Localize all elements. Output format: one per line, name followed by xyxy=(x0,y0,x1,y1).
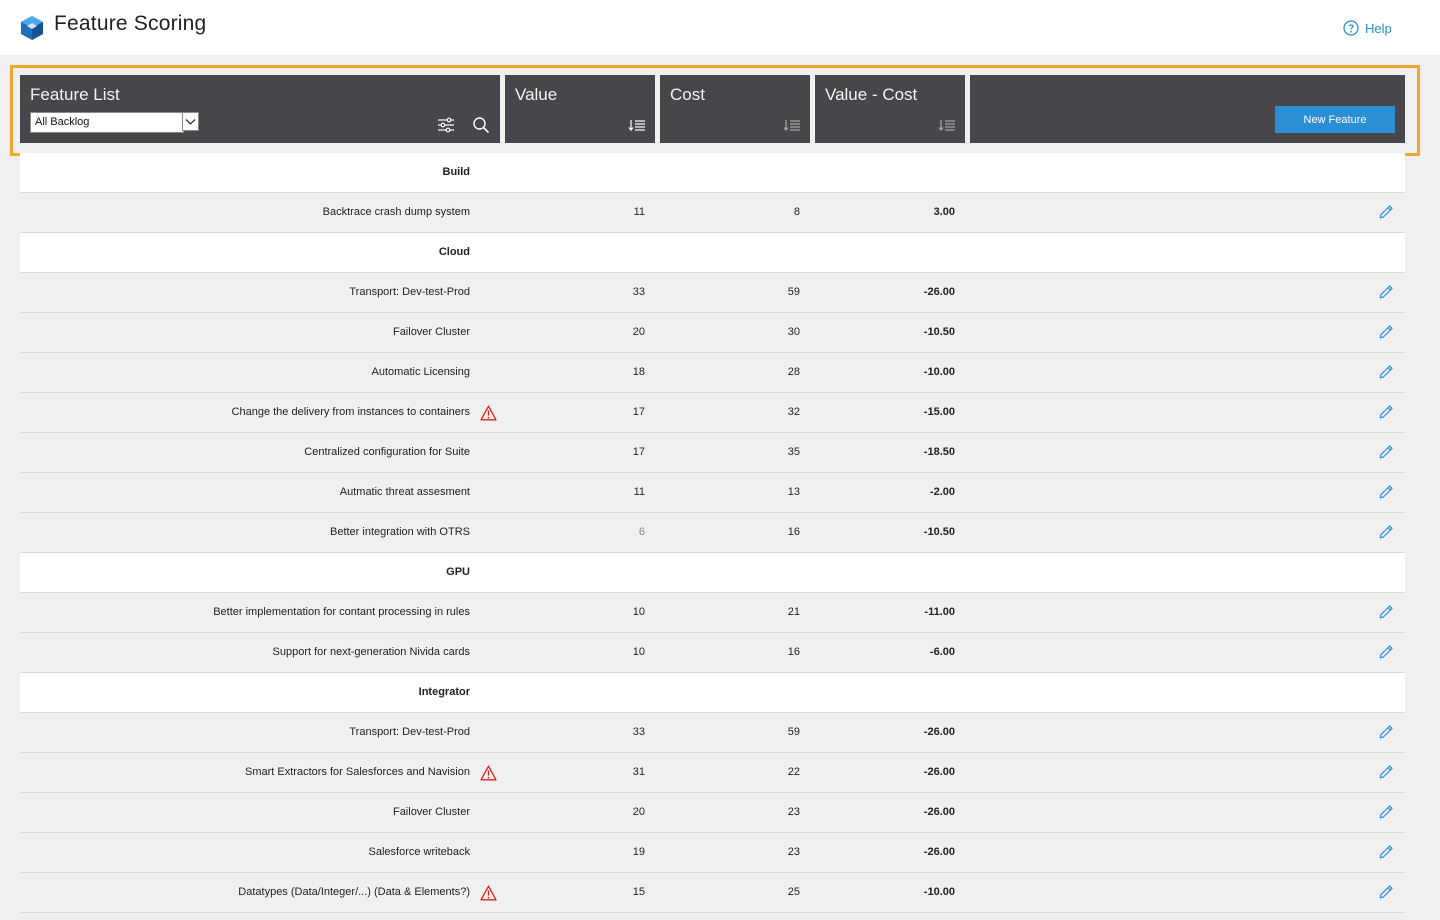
table-row[interactable] xyxy=(20,873,1405,913)
backlog-select[interactable]: All Backlog xyxy=(30,112,184,133)
group-name: Build xyxy=(442,166,470,178)
value-minus-cost-cell: 3.00 xyxy=(933,206,955,218)
warning-icon xyxy=(480,405,497,421)
value-header-label: Value xyxy=(515,85,558,104)
feature-name: Autmatic threat assesment xyxy=(339,486,470,498)
sort-icon[interactable] xyxy=(783,118,801,132)
edit-pencil-icon[interactable] xyxy=(1378,804,1394,820)
table-row[interactable] xyxy=(20,193,1405,233)
table-row[interactable] xyxy=(20,393,1405,433)
feature-name: Change the delivery from instances to containers xyxy=(231,406,470,418)
table-row[interactable] xyxy=(20,353,1405,393)
feature-name: Support for next-generation Nivida cards xyxy=(272,646,470,658)
group-row xyxy=(20,553,1405,593)
cost-header-label: Cost xyxy=(670,85,705,104)
value-column-header[interactable] xyxy=(505,75,655,143)
cost-cell: 59 xyxy=(787,286,800,298)
feature-list-header xyxy=(20,75,500,143)
value-minus-cost-cell: -26.00 xyxy=(923,286,955,298)
table-row[interactable] xyxy=(20,753,1405,793)
feature-table xyxy=(20,153,1405,913)
edit-pencil-icon[interactable] xyxy=(1378,324,1394,340)
value-cell: 10 xyxy=(632,646,645,658)
group-row xyxy=(20,153,1405,193)
table-row[interactable] xyxy=(20,473,1405,513)
edit-pencil-icon[interactable] xyxy=(1378,844,1394,860)
help-label: Help xyxy=(1365,20,1392,36)
value-minus-cost-cell: -10.00 xyxy=(923,366,955,378)
value-minus-cost-cell: -2.00 xyxy=(929,486,955,498)
cost-column-header[interactable] xyxy=(660,75,810,143)
feature-name: Centralized configuration for Suite xyxy=(304,446,470,458)
value-cell: 20 xyxy=(632,326,645,338)
edit-pencil-icon[interactable] xyxy=(1378,364,1394,380)
value-cell: 15 xyxy=(632,886,645,898)
edit-pencil-icon[interactable] xyxy=(1378,764,1394,780)
warning-icon xyxy=(480,885,497,901)
value-minus-cost-cell: -26.00 xyxy=(923,806,955,818)
value-minus-cost-cell: -15.00 xyxy=(923,406,955,418)
cost-cell: 13 xyxy=(787,486,800,498)
group-name: Cloud xyxy=(438,246,470,258)
cost-cell: 16 xyxy=(787,646,800,658)
value-minus-cost-cell: -26.00 xyxy=(923,766,955,778)
feature-name: Datatypes (Data/Integer/...) (Data & Elements?) xyxy=(238,886,470,898)
group-row xyxy=(20,233,1405,273)
cost-cell: 23 xyxy=(787,846,800,858)
cost-cell: 22 xyxy=(787,766,800,778)
edit-pencil-icon[interactable] xyxy=(1378,444,1394,460)
value-minus-cost-cell: -26.00 xyxy=(923,846,955,858)
edit-pencil-icon[interactable] xyxy=(1378,884,1394,900)
cost-cell: 30 xyxy=(787,326,800,338)
edit-pencil-icon[interactable] xyxy=(1378,724,1394,740)
value-cell: 11 xyxy=(633,486,645,498)
value-cell: 10 xyxy=(632,606,645,618)
chevron-down-icon xyxy=(185,118,196,126)
cost-cell: 8 xyxy=(793,206,800,218)
edit-pencil-icon[interactable] xyxy=(1378,484,1394,500)
search-icon[interactable] xyxy=(472,116,490,134)
help-link[interactable] xyxy=(1343,19,1392,37)
value-minus-cost-cell: -10.00 xyxy=(923,886,955,898)
top-bar xyxy=(0,0,1440,55)
value-cell: 20 xyxy=(632,806,645,818)
edit-pencil-icon[interactable] xyxy=(1378,284,1394,300)
value-minus-cost-cell: -10.50 xyxy=(923,326,955,338)
feature-list-title: Feature List xyxy=(30,85,120,104)
feature-name: Transport: Dev-test-Prod xyxy=(349,286,470,298)
feature-name: Better integration with OTRS xyxy=(329,526,470,538)
feature-name: Failover Cluster xyxy=(392,326,470,338)
value-cell: 18 xyxy=(632,366,645,378)
cost-cell: 25 xyxy=(787,886,800,898)
backlog-dropdown-button[interactable] xyxy=(182,112,199,131)
value-minus-cost-cell: -18.50 xyxy=(923,446,955,458)
cost-cell: 23 xyxy=(787,806,800,818)
filter-settings-icon[interactable] xyxy=(437,116,455,134)
feature-name: Backtrace crash dump system xyxy=(322,206,470,218)
table-row[interactable] xyxy=(20,593,1405,633)
value-cell: 17 xyxy=(632,446,645,458)
table-row[interactable] xyxy=(20,433,1405,473)
value-minus-cost-cell: -26.00 xyxy=(923,726,955,738)
value-minus-cost-header-label: Value - Cost xyxy=(825,85,918,104)
value-cell: 11 xyxy=(633,206,645,218)
value-cell: 17 xyxy=(632,406,645,418)
edit-pencil-icon[interactable] xyxy=(1378,644,1394,660)
cost-cell: 59 xyxy=(787,726,800,738)
cost-cell: 32 xyxy=(787,406,800,418)
group-name: Integrator xyxy=(418,686,470,698)
edit-pencil-icon[interactable] xyxy=(1378,404,1394,420)
feature-name: Better implementation for contant processing in rules xyxy=(213,606,470,618)
value-minus-cost-cell: -6.00 xyxy=(929,646,955,658)
value-minus-cost-cell: -10.50 xyxy=(923,526,955,538)
cost-cell: 16 xyxy=(787,526,800,538)
table-row[interactable] xyxy=(20,833,1405,873)
value-cell: 6 xyxy=(638,526,645,538)
cost-cell: 28 xyxy=(787,366,800,378)
feature-name: Transport: Dev-test-Prod xyxy=(349,726,470,738)
feature-name: Salesforce writeback xyxy=(368,846,470,858)
edit-pencil-icon[interactable] xyxy=(1378,524,1394,540)
table-row[interactable] xyxy=(20,713,1405,753)
value-minus-cost-column-header[interactable] xyxy=(815,75,965,143)
table-row[interactable] xyxy=(20,273,1405,313)
value-minus-cost-cell: -11.00 xyxy=(924,606,955,618)
table-row[interactable] xyxy=(20,513,1405,553)
cost-cell: 35 xyxy=(787,446,800,458)
value-cell: 33 xyxy=(632,726,645,738)
app-title: Feature Scoring xyxy=(54,12,207,35)
cost-cell: 21 xyxy=(787,606,800,618)
group-name: GPU xyxy=(446,566,470,578)
sort-icon[interactable] xyxy=(938,118,956,132)
feature-name: Failover Cluster xyxy=(392,806,470,818)
table-row[interactable] xyxy=(20,793,1405,833)
app-logo-icon xyxy=(20,15,44,41)
table-row[interactable] xyxy=(20,633,1405,673)
actions-column-header xyxy=(970,75,1405,143)
help-icon xyxy=(1343,20,1359,36)
edit-pencil-icon[interactable] xyxy=(1378,204,1394,220)
table-row[interactable] xyxy=(20,313,1405,353)
value-cell: 19 xyxy=(632,846,645,858)
new-feature-button[interactable]: New Feature xyxy=(1275,106,1395,133)
edit-pencil-icon[interactable] xyxy=(1378,604,1394,620)
warning-icon xyxy=(480,765,497,781)
feature-name: Smart Extractors for Salesforces and Navision xyxy=(245,766,470,778)
feature-name: Automatic Licensing xyxy=(371,366,470,378)
sort-active-icon[interactable] xyxy=(628,118,646,132)
value-cell: 31 xyxy=(632,766,645,778)
value-cell: 33 xyxy=(632,286,645,298)
group-row xyxy=(20,673,1405,713)
